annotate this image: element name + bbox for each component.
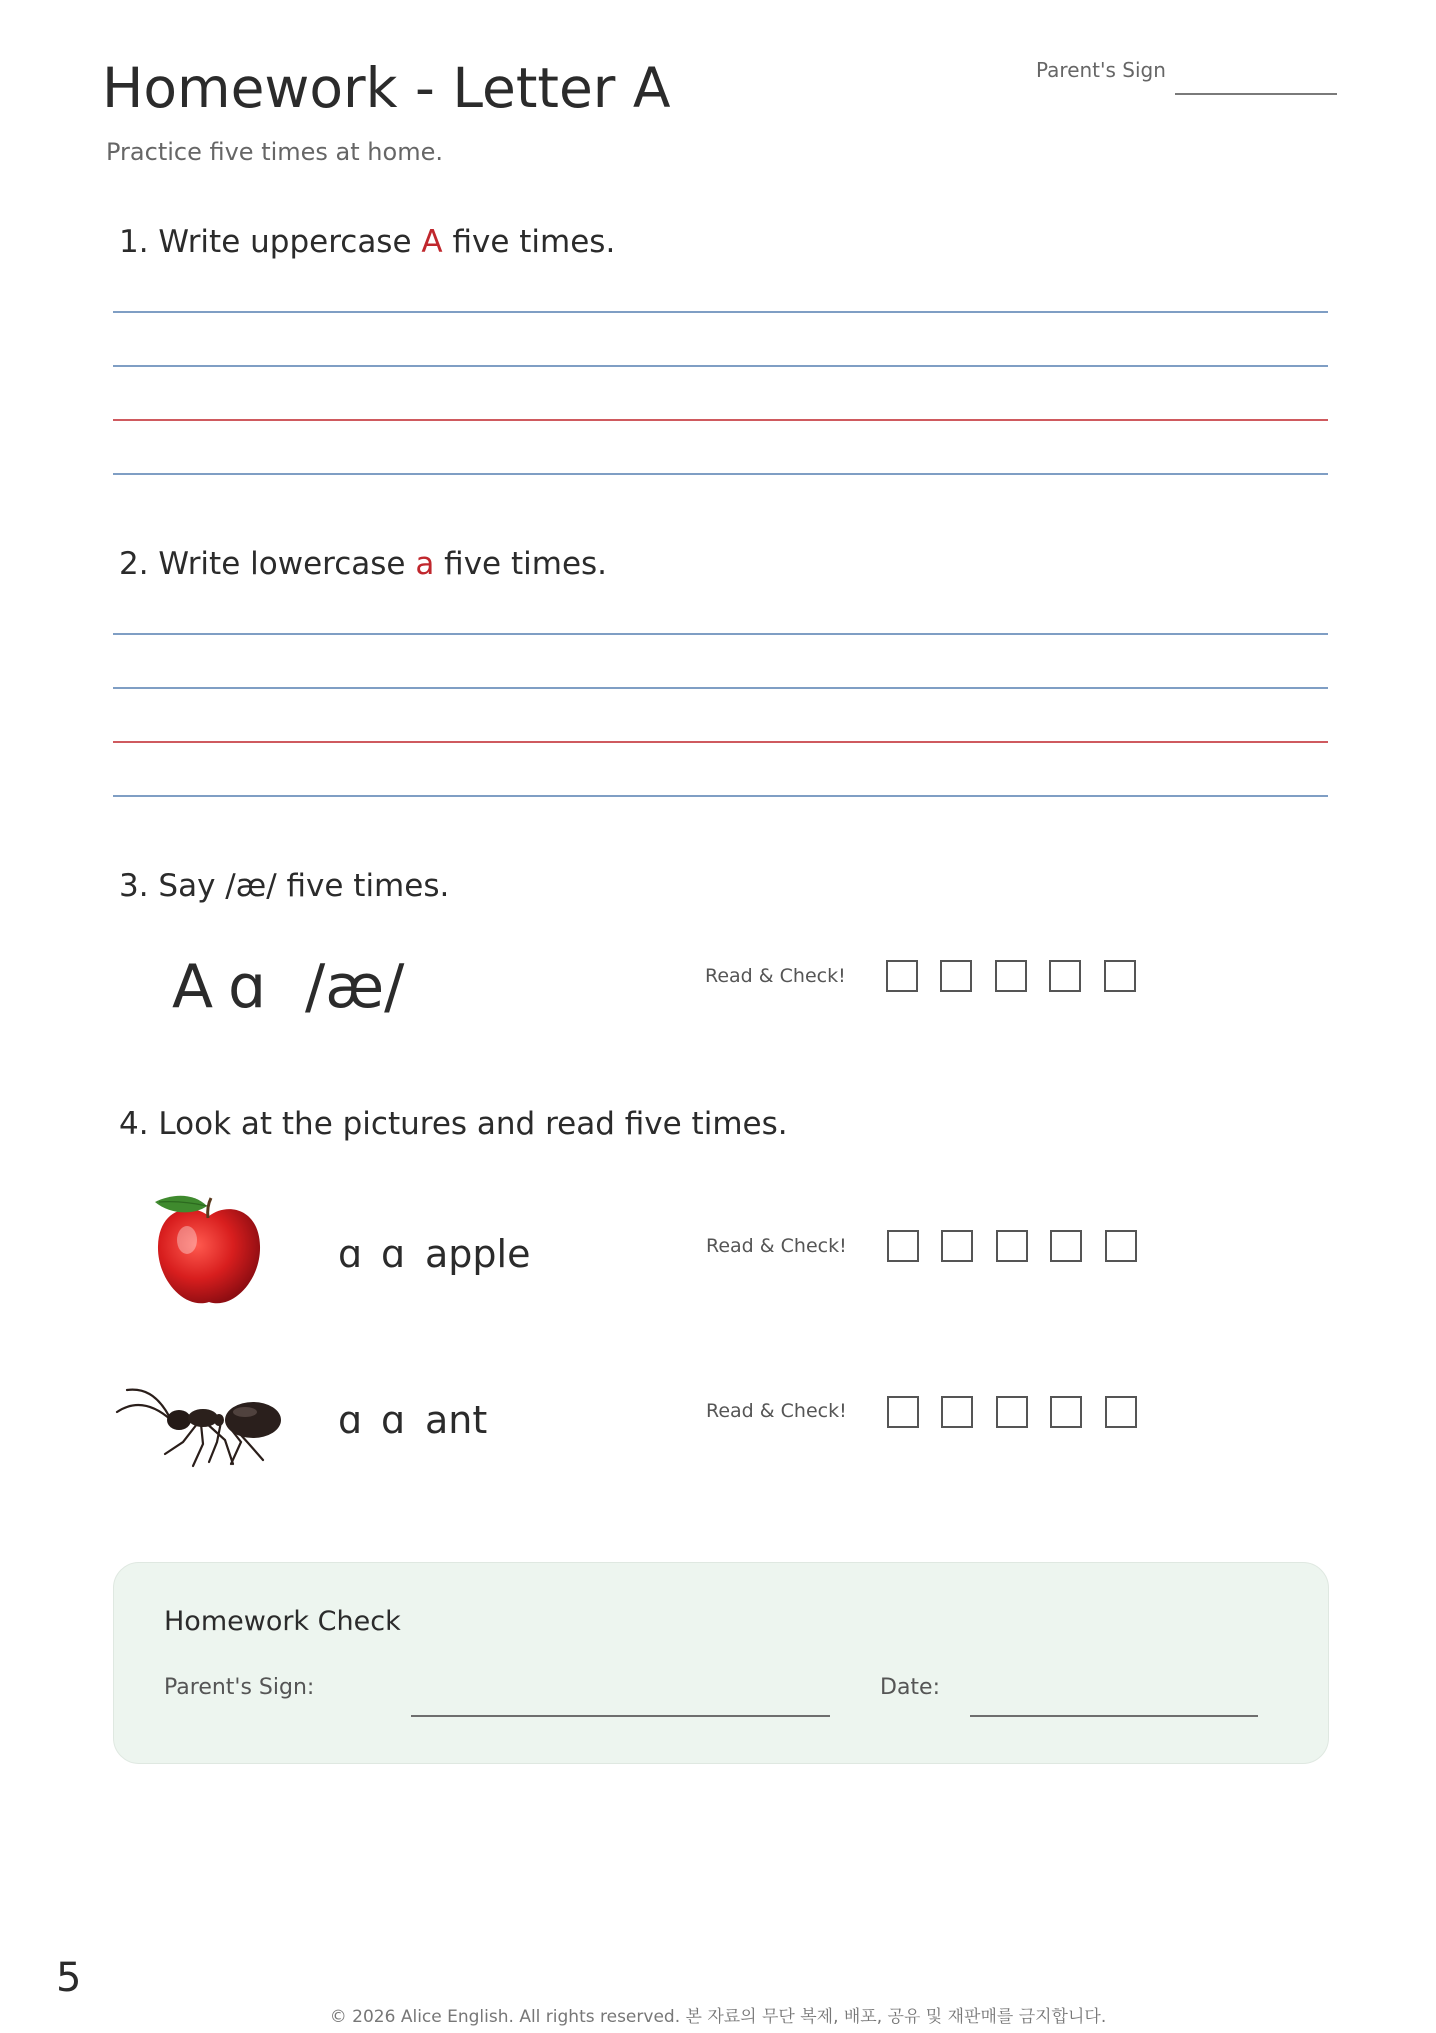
letter-a: ɑ <box>338 1398 363 1442</box>
letter-a: ɑ <box>381 1398 406 1442</box>
guide-line-base <box>113 795 1328 797</box>
question-2: 2. Write lowercase a five times. <box>119 546 608 582</box>
question-4: 4. Look at the pictures and read five times. <box>119 1106 788 1142</box>
check-box[interactable] <box>1049 960 1081 992</box>
check-box[interactable] <box>887 1230 919 1262</box>
word-ant: ant <box>425 1398 488 1442</box>
guide-line-mid <box>113 741 1328 743</box>
check-box[interactable] <box>887 1396 919 1428</box>
page-title: Homework - Letter A <box>102 56 671 120</box>
parent-sign-line[interactable] <box>1175 93 1337 95</box>
parent-sign-field-label: Parent's Sign: <box>164 1675 315 1700</box>
letter-a: ɑ <box>338 1232 363 1276</box>
check-box[interactable] <box>1104 960 1136 992</box>
check-box[interactable] <box>886 960 918 992</box>
guide-line-base <box>113 473 1328 475</box>
page-subtitle: Practice five times at home. <box>106 138 443 166</box>
letter-a: ɑ <box>381 1232 406 1276</box>
read-check-label: Read & Check! <box>705 965 846 987</box>
parent-sign-field[interactable] <box>411 1715 830 1717</box>
ant-image <box>113 1380 293 1470</box>
phoneme: /æ/ <box>305 952 405 1022</box>
check-box[interactable] <box>940 960 972 992</box>
letter-upper: A <box>172 952 214 1022</box>
guide-line-top <box>113 633 1328 635</box>
question-1: 1. Write uppercase A five times. <box>119 224 616 260</box>
check-box[interactable] <box>1050 1396 1082 1428</box>
check-box[interactable] <box>941 1396 973 1428</box>
copyright-footer: © 2026 Alice English. All rights reserved. 본 자료의 무단 복제, 배포, 공유 및 재판매를 금지합니다. <box>329 2007 1107 2027</box>
homework-check-title: Homework Check <box>164 1606 401 1637</box>
check-box[interactable] <box>1105 1230 1137 1262</box>
check-box[interactable] <box>996 1230 1028 1262</box>
question-3: 3. Say /æ/ five times. <box>119 868 450 904</box>
guide-line-mid <box>113 419 1328 421</box>
check-box[interactable] <box>996 1396 1028 1428</box>
guide-line-upper <box>113 365 1328 367</box>
check-box[interactable] <box>1105 1396 1137 1428</box>
date-field-label: Date: <box>880 1675 940 1700</box>
question-1-letter: A <box>421 224 443 260</box>
read-check-label: Read & Check! <box>706 1400 847 1422</box>
letter-lower: ɑ <box>228 952 267 1022</box>
word-apple: apple <box>425 1232 531 1276</box>
check-box[interactable] <box>995 960 1027 992</box>
homework-check-panel <box>113 1562 1329 1764</box>
guide-line-upper <box>113 687 1328 689</box>
apple-image <box>145 1188 275 1313</box>
page-number: 5 <box>56 1955 82 2001</box>
check-box[interactable] <box>1050 1230 1082 1262</box>
date-field[interactable] <box>970 1715 1258 1717</box>
question-2-letter: a <box>415 546 435 582</box>
parent-sign-label: Parent's Sign <box>1036 58 1166 82</box>
check-box[interactable] <box>941 1230 973 1262</box>
guide-line-top <box>113 311 1328 313</box>
read-check-label: Read & Check! <box>706 1235 847 1257</box>
